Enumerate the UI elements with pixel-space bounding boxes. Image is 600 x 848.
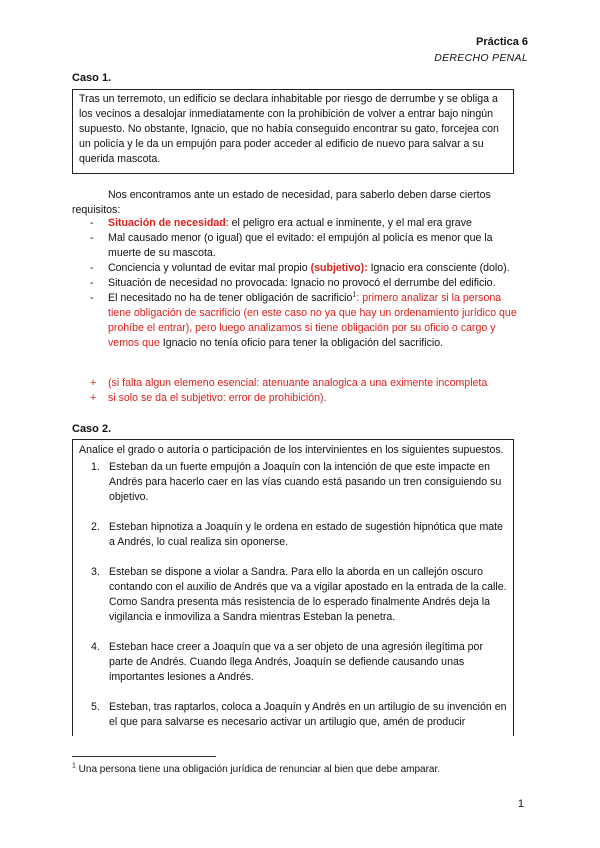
item-text: Esteban se dispone a violar a Sandra. Para ello la aborda en un callejón oscuro contando con el auxilio de Andrés que va a vigilar apostado en la entrada de la calle. Como Sandra presenta más resistencia de lo esperado finalmente Andrés deja la vigilancia e inmoviliza a Sandra mientras Esteban la penetra. [109,566,507,623]
case2-title: Caso 2. [72,423,112,435]
case2-item [79,520,507,550]
case1-intro: Nos encontramos ante un estado de necesidad, para saberlo deben darse ciertos requisitos: [72,189,491,216]
requirement-3-label: (subjetivo): [310,262,368,274]
practice-title: Práctica 6 [476,36,528,48]
case2-item [79,460,507,505]
page-number: 1 [517,798,524,810]
item-number: 1. [91,461,100,473]
case2-item [79,700,507,730]
note-item [72,391,522,406]
note-item [72,376,522,391]
requirements-list [72,216,522,351]
case1-title: Caso 1. [72,72,112,84]
requirement-4 [72,276,522,291]
footnote-ref[interactable]: 1 [352,291,357,299]
item-text: Esteban hace creer a Joaquín que va a ser objeto de una agresión ilegítima por parte de Andrés. Cuando llega Andrés, Joaquín se defiende causando unas importantes lesiones a Andrés. [109,641,483,683]
case2-intro: Analice el grado o autoría o participación de los intervinientes en los siguientes supuestos. [79,444,504,456]
bullet: - [90,217,94,229]
requirement-2-text: Mal causado menor (o igual) que el evitado: el empujón al policía es menor que la muerte de su mascota. [108,232,493,259]
case2-item [79,640,507,685]
note-text: si solo se da el subjetivo: error de prohibición). [108,392,327,404]
footnote-text: Una persona tiene una obligación jurídica de renunciar al bien que debe amparar. [75,764,441,775]
item-number: 4. [91,641,100,653]
requirement-5-text-a: El necesitado no ha de tener obligación de sacrificio [108,292,353,304]
requirement-1-label: Situación de necesidad [108,217,226,229]
item-number: 3. [91,566,100,578]
plus-bullet: + [90,392,97,404]
requirement-5 [72,291,522,351]
item-number: 2. [91,521,100,533]
requirement-2 [72,231,522,261]
case2-list [79,460,507,730]
requirement-5-annotation: : primero analizar si la persona tiene obligación de sacrificio (en este caso no ya que hay un ordenamiento jurídico que prohíbe el entrar), pero luego analizamos si tiene obligación por su oficio o cargo y vemos que [108,292,517,349]
requirement-3 [72,261,522,276]
case2-box [72,439,514,736]
bullet: - [90,292,94,304]
requirement-3-text-b: Ignacio era consciente (dolo). [367,262,510,274]
item-text: Esteban hipnotiza a Joaquín y le ordena en estado de sugestión hipnótica que mate a Andrés, lo cual realiza sin oponerse. [109,521,504,548]
bullet: - [90,277,94,289]
course-subtitle: DERECHO PENAL [434,52,528,64]
requirement-3-text-a: Conciencia y voluntad de evitar mal propio [108,262,311,274]
footnote-divider [72,756,216,757]
case1-statement-box [72,89,514,174]
footnote-mark: 1 [72,762,76,770]
bullet: - [90,232,94,244]
requirement-1-text: : el peligro era actual e inminente, y el mal era grave [225,217,472,229]
requirement-1 [72,216,522,231]
requirement-4-text: Situación de necesidad no provocada: Ignacio no provocó el derrumbe del edificio. [108,277,496,289]
plus-bullet: + [90,377,97,389]
item-text: Esteban, tras raptarlos, coloca a Joaquín y Andrés en un artilugio de su invención en el que para salvarse es necesario activar un artilugio que, amén de producir [109,701,507,728]
notes-list [72,376,522,406]
requirement-5-text-b: Ignacio no tenía oficio para tener la obligación del sacrificio. [159,337,444,349]
item-text: Esteban da un fuerte empujón a Joaquín con la intención de que este impacte en Andrés para hacerlo caer en las vías cuando está pasando un tren consiguiendo su objetivo. [109,461,502,503]
bullet: - [90,262,94,274]
note-text: (si falta algun elemeno esencial: atenuante analogica a una eximente incompleta [108,377,488,389]
case2-item [79,565,507,625]
footnote [72,764,440,775]
item-number: 5. [91,701,100,713]
case1-statement: Tras un terremoto, un edificio se declara inhabitable por riesgo de derrumbe y se obliga a los vecinos a desalojar inmediatamente con la prohibición de volver a entrar bajo ningún supuesto. No obstante, Ignacio, que no había conseguido encontrar su gato, forcejea con un policía y le da un empujón para poder acceder al edificio de nuevo para salvar a su querida mascota. [79,93,499,165]
